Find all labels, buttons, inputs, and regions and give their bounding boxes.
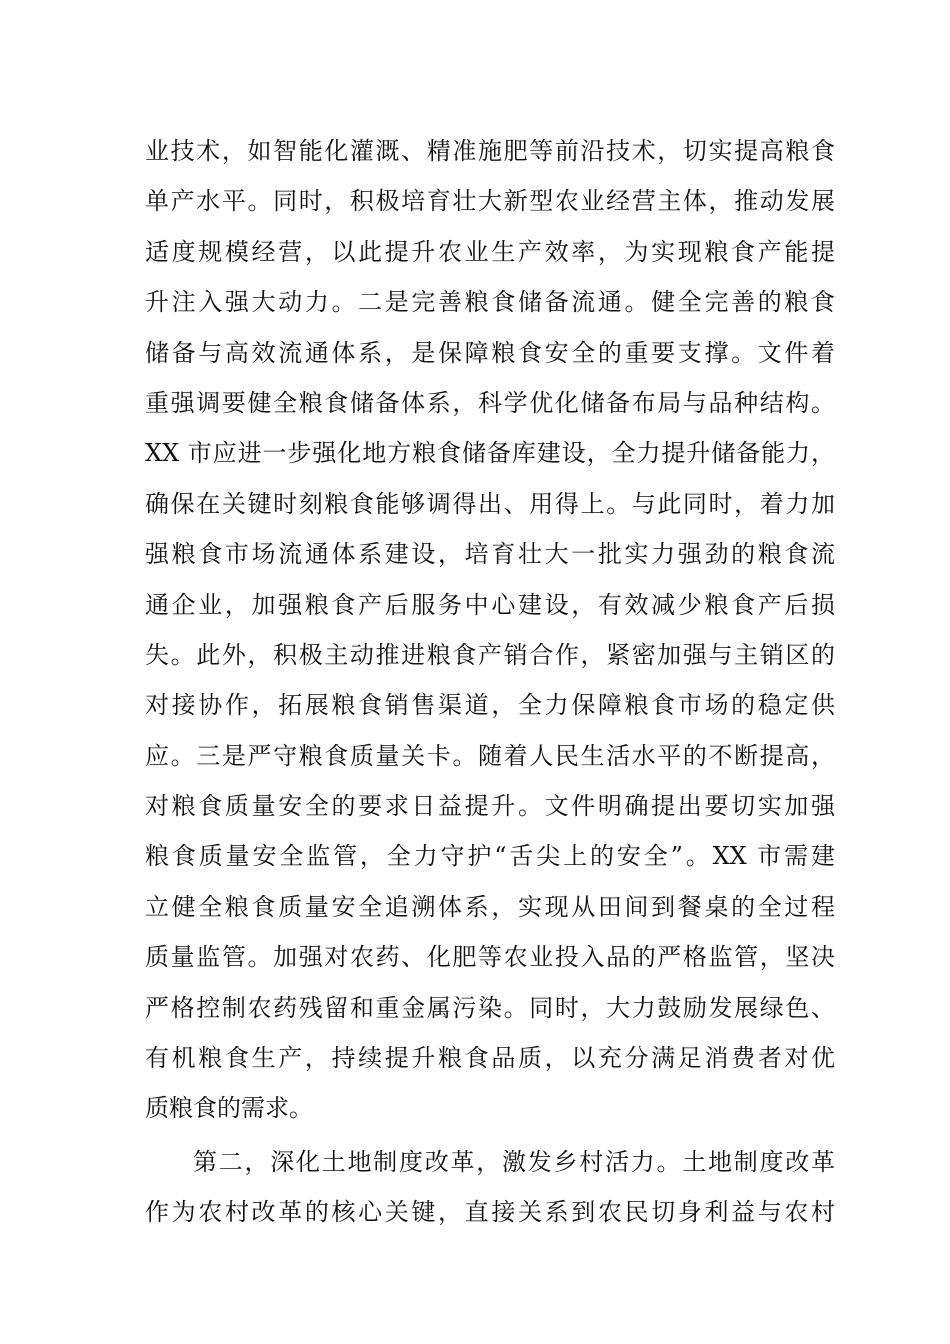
text-line: 质粮食的需求。 [145,1094,313,1123]
text-line: 业技术，如智能化灌溉、精准施肥等前沿技术，切实提高粮食 [145,137,835,165]
text-line: XX 市应进一步强化地方粮食储备库建设，全力提升储备能力， [145,439,835,468]
text-line: 强粮食市场流通体系建设，培育壮大一批实力强劲的粮食流 [145,540,835,569]
text-line: 储备与高效流通体系，是保障粮食安全的重要支撑。文件着 [145,338,835,367]
text-line: 单产水平。同时，积极培育壮大新型农业经营主体，推动发展 [145,187,835,216]
text-line: 对粮食质量安全的要求日益提升。文件明确提出要切实加强 [145,792,835,821]
body-text [145,126,835,1238]
text-line: 适度规模经营，以此提升农业生产效率，为实现粮食产能提 [145,237,835,266]
text-line: 质量监管。加强对农药、化肥等农业投入品的严格监管，坚决 [145,943,835,972]
text-line: 有机粮食生产，持续提升粮食品质，以充分满足消费者对优 [145,1044,835,1073]
text-line: 粮食质量安全监管，全力守护“舌尖上的安全”。XX 市需建 [145,842,835,871]
text-line: 第二，深化土地制度改革，激发乡村活力。土地制度改革 [193,1147,835,1176]
text-line: 通企业，加强粮食产后服务中心建设，有效减少粮食产后损 [145,590,835,619]
text-line: 立健全粮食质量安全追溯体系，实现从田间到餐桌的全过程 [145,892,835,921]
text-line: 对接协作，拓展粮食销售渠道，全力保障粮食市场的稳定供 [145,691,835,720]
text-line: 严格控制农药残留和重金属污染。同时，大力鼓励发展绿色、 [145,993,835,1022]
text-line: 应。三是严守粮食质量关卡。随着人民生活水平的不断提高， [145,741,835,770]
text-line: 升注入强大动力。二是完善粮食储备流通。健全完善的粮食 [145,288,835,317]
paragraph-grain-security [145,126,835,1134]
text-line: 失。此外，积极主动推进粮食产销合作，紧密加强与主销区的 [145,640,835,669]
text-line: 确保在关键时刻粮食能够调得出、用得上。与此同时，着力加 [145,489,835,518]
paragraph-land-reform [145,1137,835,1238]
text-line: 作为农村改革的核心关键，直接关系到农民切身利益与农村 [145,1198,835,1227]
text-line: 重强调要健全粮食储备体系，科学优化储备布局与品种结构。 [145,388,835,417]
